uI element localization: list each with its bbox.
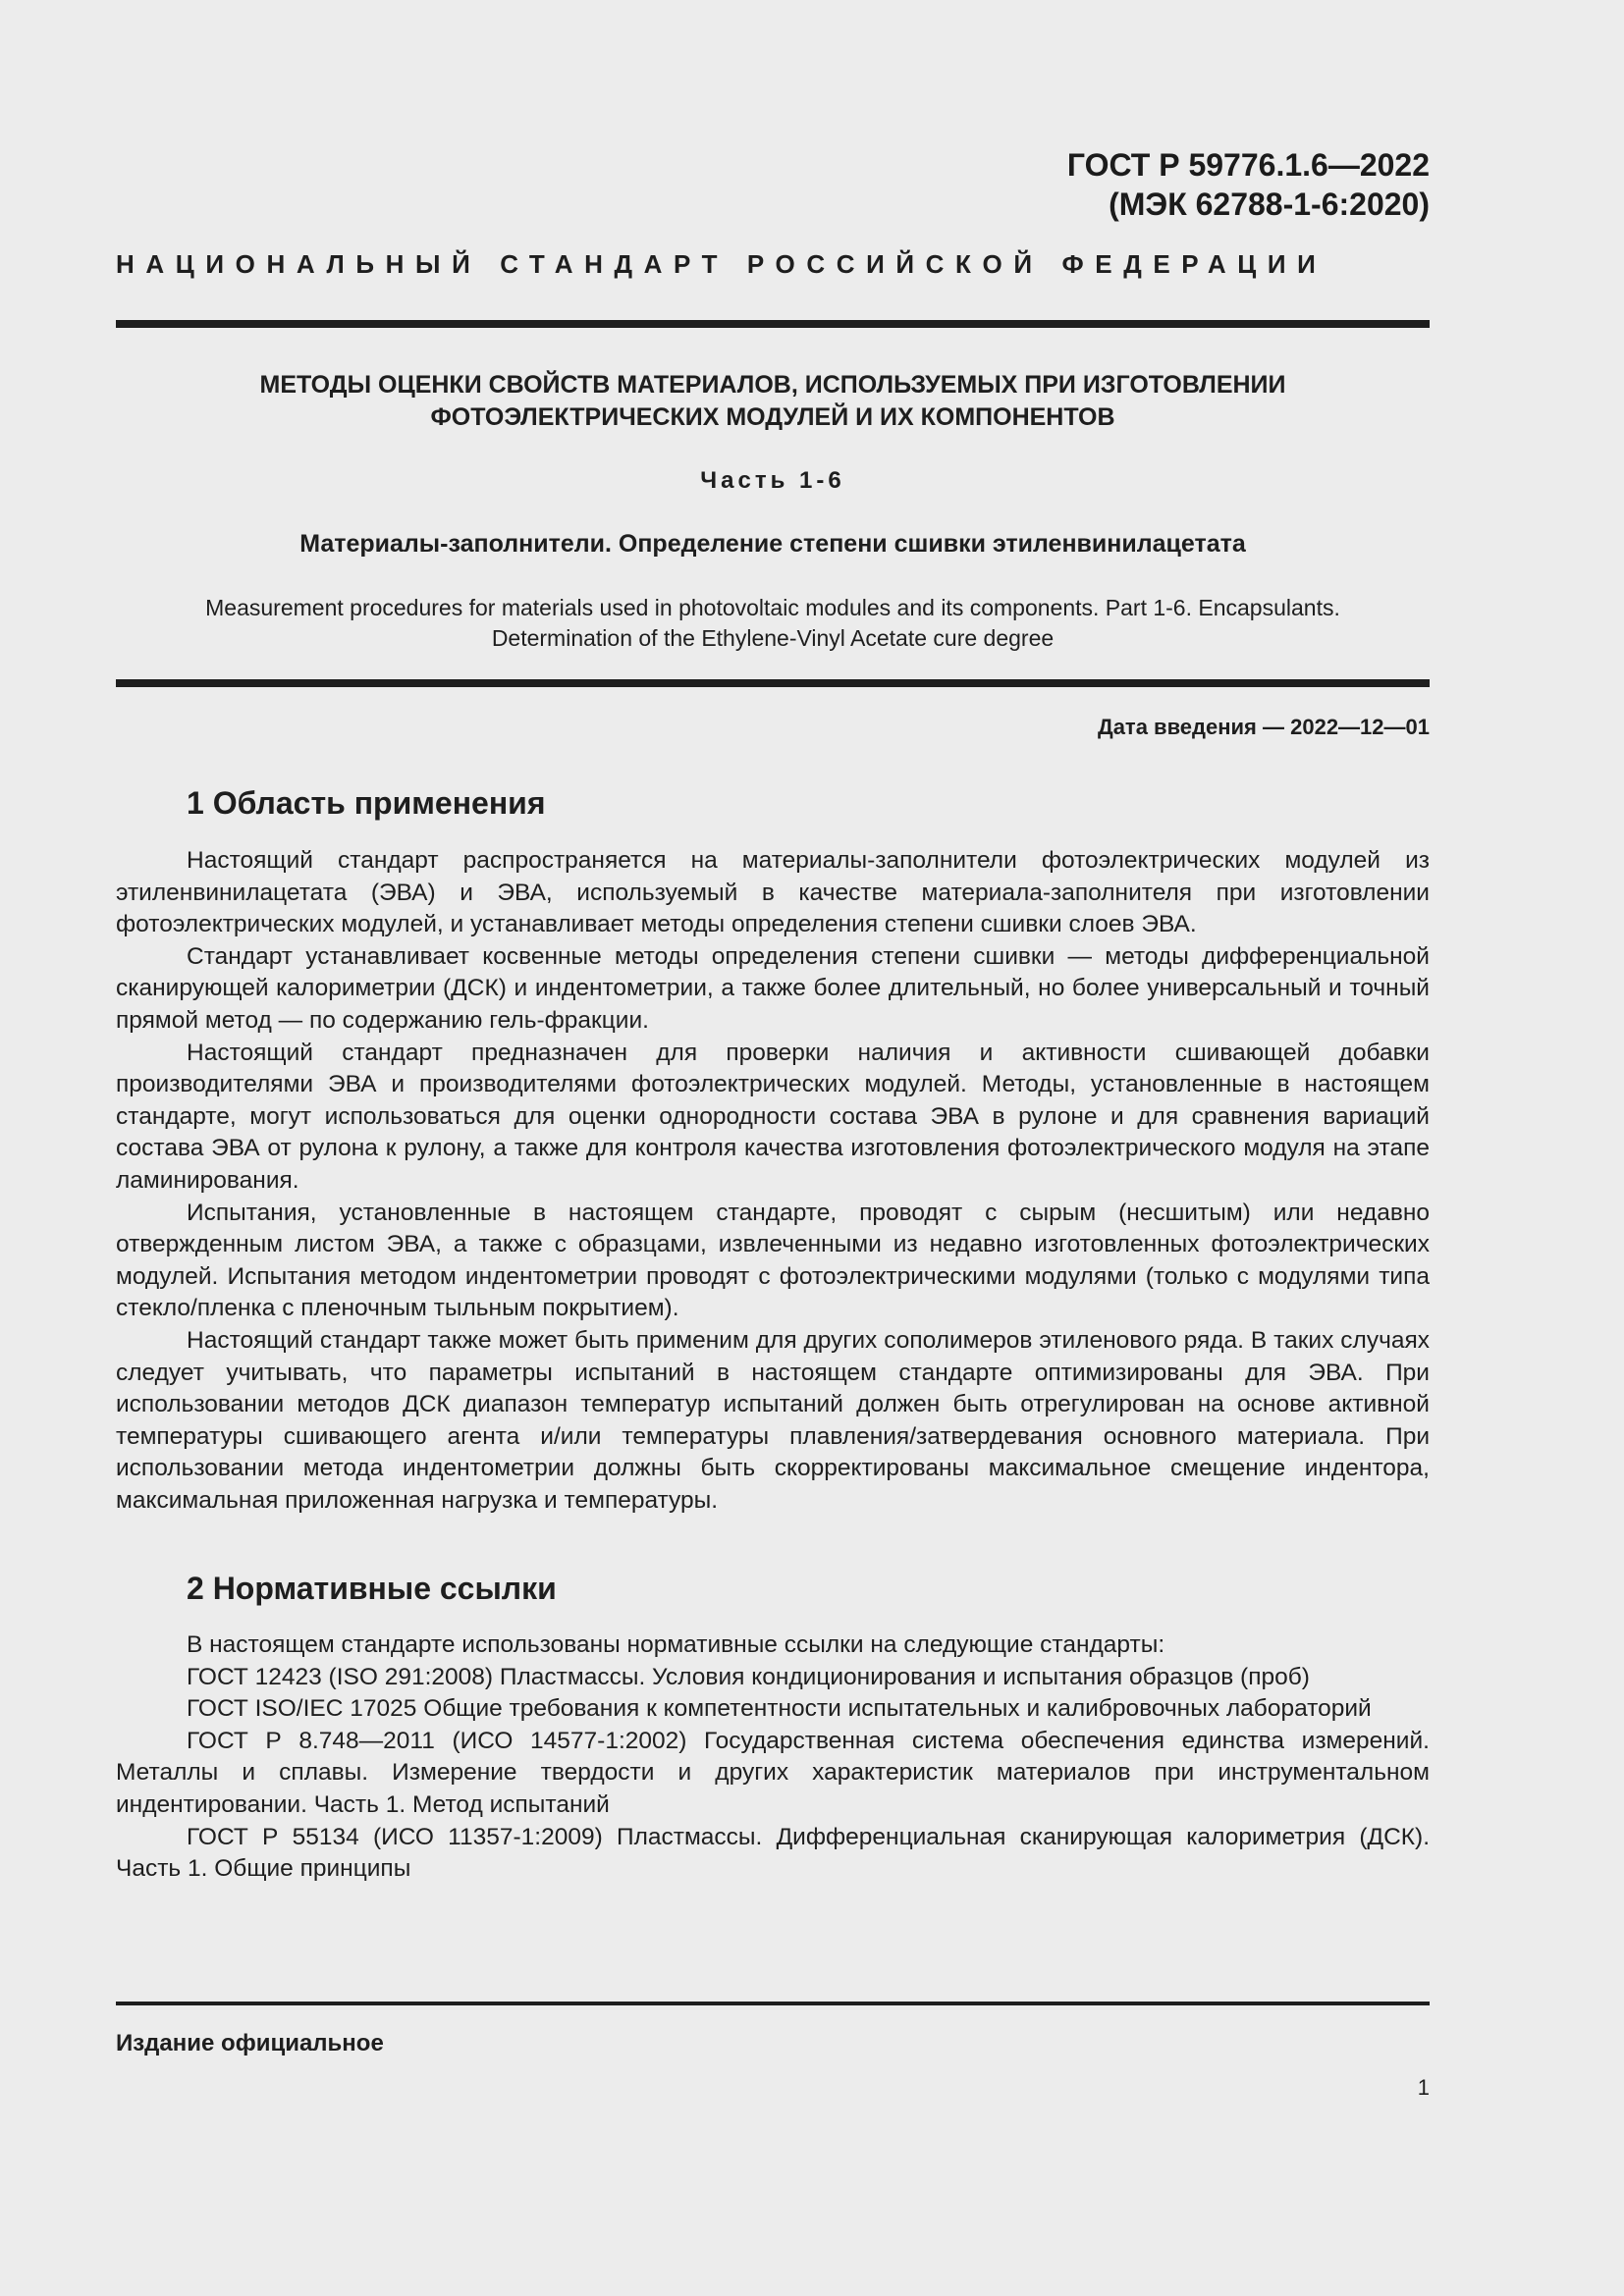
doc-number: ГОСТ Р 59776.1.6—2022 [1066,147,1430,183]
paragraph: Настоящий стандарт распространяется на материалы-заполнители фотоэлектрических модулей из этиленвинилацетата (ЭВА) и ЭВА, используемый в качестве материала-заполнителя при изготовлении фотоэлектрических модулей, и устанавливает методы определения степени сшивки слоев ЭВА. [116,847,1430,938]
part-number: Часть 1-6 [700,467,845,494]
top-divider [116,320,1430,328]
title-line-1: МЕТОДЫ ОЦЕНКИ СВОЙСТВ МАТЕРИАЛОВ, ИСПОЛЬЗУЕМЫХ ПРИ ИЗГОТОВЛЕНИИ [259,371,1286,399]
paragraph: Настоящий стандарт также может быть применим для других сополимеров этиленового ряда. В таких случаях следует учитывать, что параметры испытаний в настоящем стандарте оптимизированы для ЭВА. При использовании методов ДСК диапазон температур испытаний должен быть отрегулирован на основе активной температуры сшивающего агента и/или температуры плавления/затвердевания основного материала. При использовании метода индентометрии должны быть скорректированы максимальное смещение индентора, максимальная приложенная нагрузка и температуры. [116,1326,1430,1514]
title-line-2: ФОТОЭЛЕКТРИЧЕСКИХ МОДУЛЕЙ И ИХ КОМПОНЕНТОВ [430,403,1115,431]
reference-item: ГОСТ Р 8.748—2011 (ИСО 14577-1:2002) Государственная система обеспечения единства измерений. Металлы и сплавы. Измерение твердости и других характеристик материалов при инструментальном индентировании. Часть 1. Метод испытаний [116,1727,1430,1818]
section-2-heading: 2 Нормативные ссылки [187,1571,557,1606]
page-number: 1 [1417,2075,1430,2100]
english-title [116,593,1430,654]
paragraph: Настоящий стандарт предназначен для проверки наличия и активности сшивающей добавки производителями ЭВА и производителями фотоэлектрических модулей. Методы, установленные в настоящем стандарте, могут использоваться для оценки однородности состава ЭВА в рулоне и для сравнения вариаций состава ЭВА от рулона к рулону, а также для контроля качества изготовления фотоэлектрического модуля на этапе ламинирования. [116,1039,1430,1194]
reference-item: ГОСТ Р 55134 (ИСО 11357-1:2009) Пластмассы. Дифференциальная сканирующая калориметрия (ДСК). Часть 1. Общие принципы [116,1823,1430,1883]
paragraph: Стандарт устанавливает косвенные методы определения степени сшивки — методы дифференциальной сканирующей калориметрии (ДСК) и индентометрии, а также более длительный, но более универсальный и точный прямой метод — по содержанию гель-фракции. [116,942,1430,1034]
iec-number: (МЭК 62788-1-6:2020) [1109,187,1430,222]
english-title-line-2: Determination of the Ethylene-Vinyl Acetate cure degree [491,625,1055,651]
paragraph: В настоящем стандарте использованы нормативные ссылки на следующие стандарты: [187,1631,1165,1658]
introduction-date: Дата введения — 2022—12—01 [1098,715,1430,739]
title-bottom-divider [116,679,1430,687]
section-1-heading: 1 Область применения [187,785,546,821]
reference-item: ГОСТ 12423 (ISO 291:2008) Пластмассы. Условия кондиционирования и испытания образцов (проб) [187,1663,1310,1690]
reference-item: ГОСТ ISO/IEC 17025 Общие требования к компетентности испытательных и калибровочных лабораторий [187,1695,1372,1723]
section-2-body [116,1629,1430,1886]
footer-divider [116,2002,1430,2005]
section-1-body [116,845,1430,1517]
english-title-line-1: Measurement procedures for materials used in photovoltaic modules and its components. Part 1-6. Encapsulants. [205,595,1340,620]
official-edition-label: Издание официальное [116,2030,384,2056]
paragraph: Испытания, установленные в настоящем стандарте, проводят с сырым (несшитым) или недавно отвержденным листом ЭВА, а также с образцами, извлеченными из недавно изготовленных фотоэлектрических модулей. Испытания методом индентометрии проводят с фотоэлектрическими модулями (только с модулями типа стекло/пленка с пленочным тыльным покрытием). [116,1199,1430,1322]
document-subtitle: Материалы-заполнители. Определение степени сшивки этиленвинилацетата [299,530,1246,558]
doc-identifier [1067,145,1430,224]
national-standard-heading: НАЦИОНАЛЬНЫЙ СТАНДАРТ РОССИЙСКОЙ ФЕДЕРАЦИИ [116,249,1327,279]
document-title [116,369,1430,434]
